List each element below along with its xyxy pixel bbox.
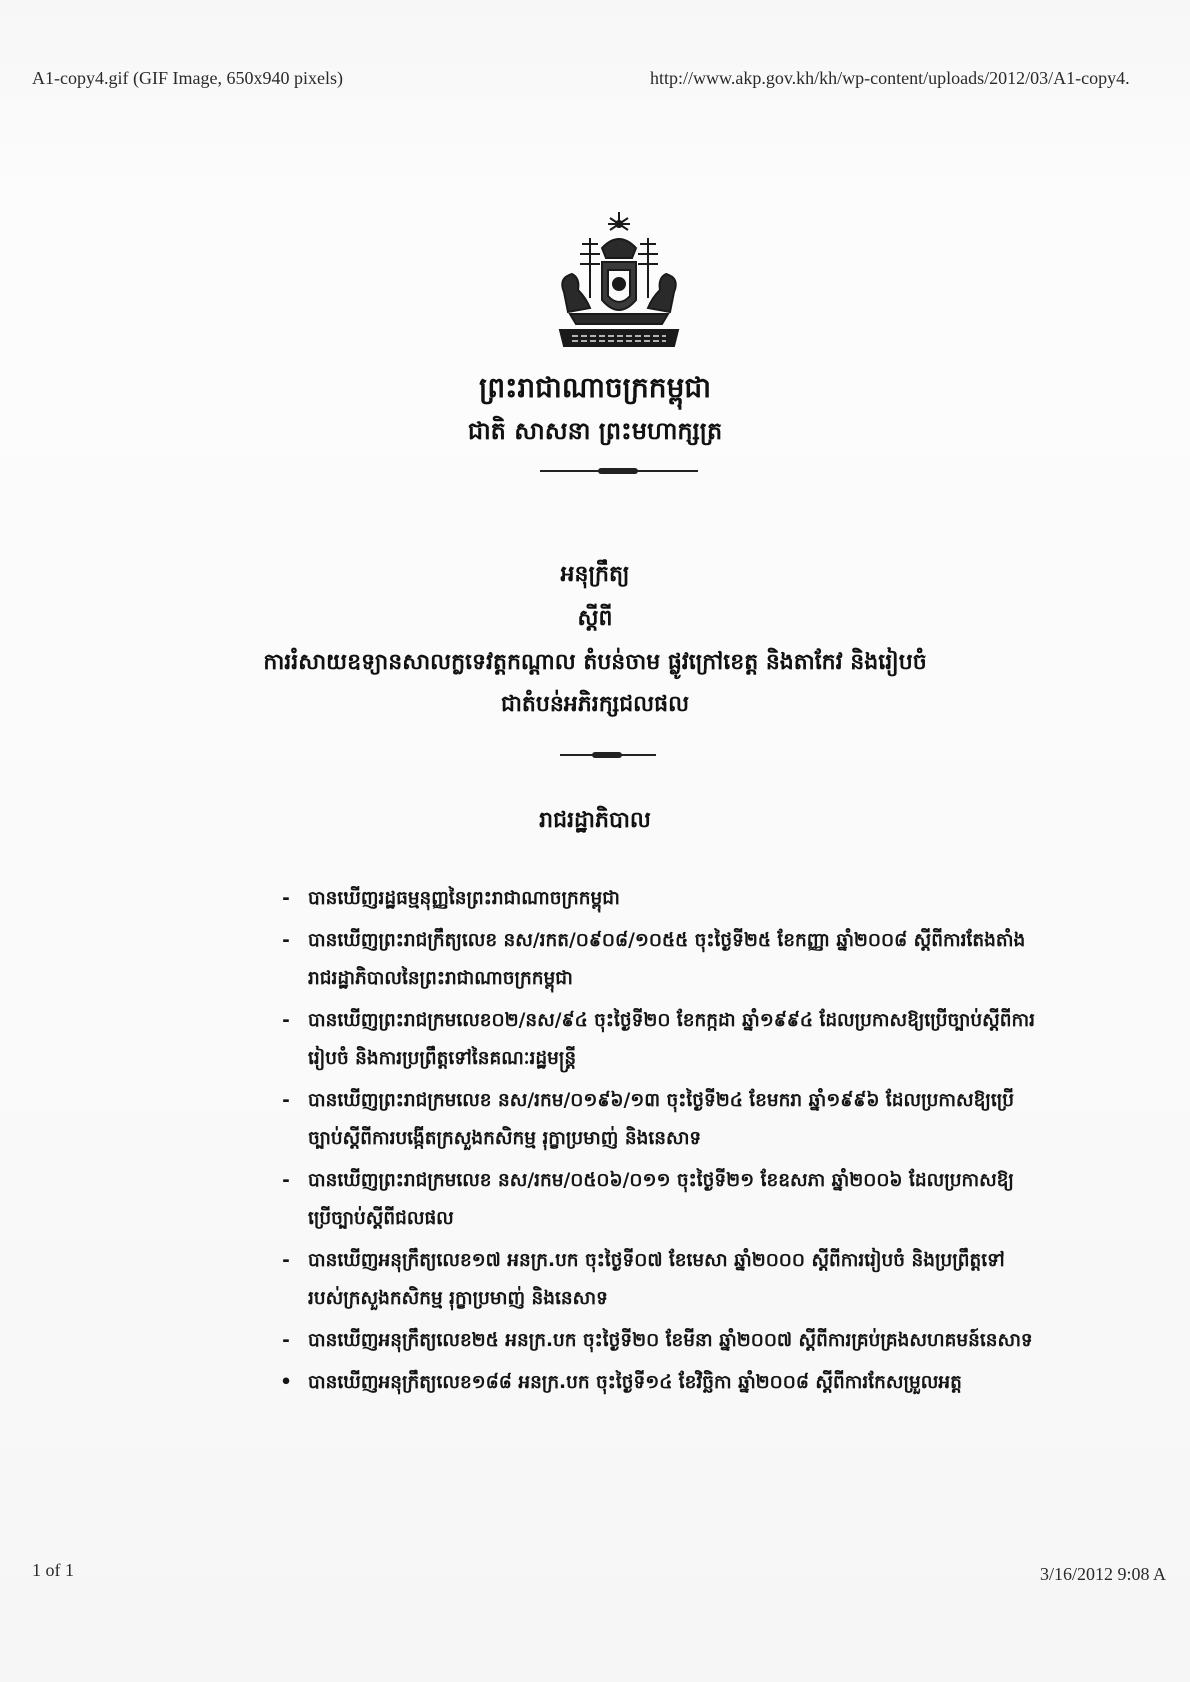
- document-type: អនុក្រឹត្យ: [560, 562, 630, 587]
- browser-page-count: 1 of 1: [32, 1560, 74, 1580]
- visa-item: [276, 1322, 1036, 1360]
- visa-list: [276, 880, 1036, 1406]
- visa-item: [276, 880, 1036, 918]
- document-subject-line1: ការរំសាយឧទ្យានសាលក្លទេវត្តកណ្តាល តំបន់ចាម ផ្លូវក្រៅខេត្ត និងតាកែវ និងរៀបចំ: [263, 650, 927, 675]
- visa-text: បានឃើញរដ្ឋធម្មនុញ្ញនៃព្រះរាជាណាចក្រកម្ពុជា: [308, 888, 620, 909]
- list-marker: -: [282, 1170, 290, 1191]
- list-marker: -: [282, 888, 290, 909]
- visa-item: [276, 1162, 1036, 1238]
- list-marker: -: [282, 1250, 290, 1271]
- visa-text: បានឃើញព្រះរាជក្រមលេខ នស/រកម/០៥០៦/០១១ ចុះថ្ងៃទី២១ ខែឧសភា ឆ្នាំ២០០៦ ដែលប្រកាសឱ្យប្រើច្បាប់ស្តីពីជលផល: [308, 1170, 1014, 1229]
- visa-item: [276, 1364, 1036, 1402]
- document-about-label: ស្តីពី: [577, 606, 613, 631]
- royal-arms-icon: [550, 208, 688, 358]
- document-subject-line2: ជាតំបន់អភិរក្សជលផល: [500, 692, 690, 717]
- visa-text: បានឃើញព្រះរាជក្រមលេខ០២/នស/៩៤ ចុះថ្ងៃទី២០ ខែកក្កដា ឆ្នាំ១៩៩៤ ដែលប្រកាសឱ្យប្រើច្បាប់ស្តីពីការរៀបចំ និងការប្រព្រឹត្តទៅនៃគណៈរដ្ឋមន្ត្រី: [308, 1010, 1035, 1069]
- header-divider: [540, 470, 698, 472]
- list-marker: -: [282, 1010, 290, 1031]
- subject-divider: [560, 754, 656, 756]
- list-marker: -: [282, 930, 290, 951]
- visa-item: [276, 1242, 1036, 1318]
- national-motto: ជាតិ សាសនា ព្រះមហាក្សត្រ: [467, 417, 723, 445]
- browser-print-title: A1-copy4.gif (GIF Image, 650x940 pixels): [32, 68, 343, 88]
- list-marker: -: [282, 1090, 290, 1111]
- list-marker: -: [282, 1330, 290, 1351]
- browser-print-timestamp: 3/16/2012 9:08 A: [1040, 1564, 1167, 1584]
- visa-item: [276, 922, 1036, 998]
- visa-text: បានឃើញអនុក្រឹត្យលេខ១៧ អនក្រ.បក ចុះថ្ងៃទី០៧ ខែមេសា ឆ្នាំ២០០០ ស្តីពីការរៀបចំ និងប្រព្រឹត្តទៅរបស់ក្រសួងកសិកម្ម រុក្ខាប្រមាញ់ និងនេសាទ: [308, 1250, 1005, 1309]
- list-marker: •: [280, 1372, 292, 1393]
- visa-item: [276, 1002, 1036, 1078]
- issuing-authority: រាជរដ្ឋាភិបាល: [539, 808, 651, 833]
- visa-text: បានឃើញព្រះរាជក្រឹត្យលេខ នស/រកត/០៩០៨/១០៥៥ ចុះថ្ងៃទី២៥ ខែកញ្ញា ឆ្នាំ២០០៨ ស្តីពីការតែងតាំងរាជរដ្ឋាភិបាលនៃព្រះរាជាណាចក្រកម្ពុជា: [308, 930, 1026, 989]
- browser-print-url: http://www.akp.gov.kh/kh/wp-content/uploads/2012/03/A1-copy4.: [650, 68, 1130, 88]
- visa-item: [276, 1082, 1036, 1158]
- kingdom-title: ព្រះរាជាណាចក្រកម្ពុជា: [478, 371, 711, 404]
- visa-text: បានឃើញអនុក្រឹត្យលេខ២៥ អនក្រ.បក ចុះថ្ងៃទី២០ ខែមីនា ឆ្នាំ២០០៧ ស្តីពីការគ្រប់គ្រងសហគមន៍នេសាទ: [308, 1330, 1033, 1351]
- visa-text: បានឃើញអនុក្រឹត្យលេខ១៨៨ អនក្រ.បក ចុះថ្ងៃទី១៤ ខែវិច្ឆិកា ឆ្នាំ២០០៨ ស្តីពីការកែសម្រួលអត្ត: [308, 1372, 962, 1393]
- visa-text: បានឃើញព្រះរាជក្រមលេខ នស/រកម/០១៩៦/១៣ ចុះថ្ងៃទី២៤ ខែមករា ឆ្នាំ១៩៩៦ ដែលប្រកាសឱ្យប្រើច្បាប់ស្តីពីការបង្កើតក្រសួងកសិកម្ម រុក្ខាប្រមាញ់ និងនេសាទ: [308, 1090, 1015, 1149]
